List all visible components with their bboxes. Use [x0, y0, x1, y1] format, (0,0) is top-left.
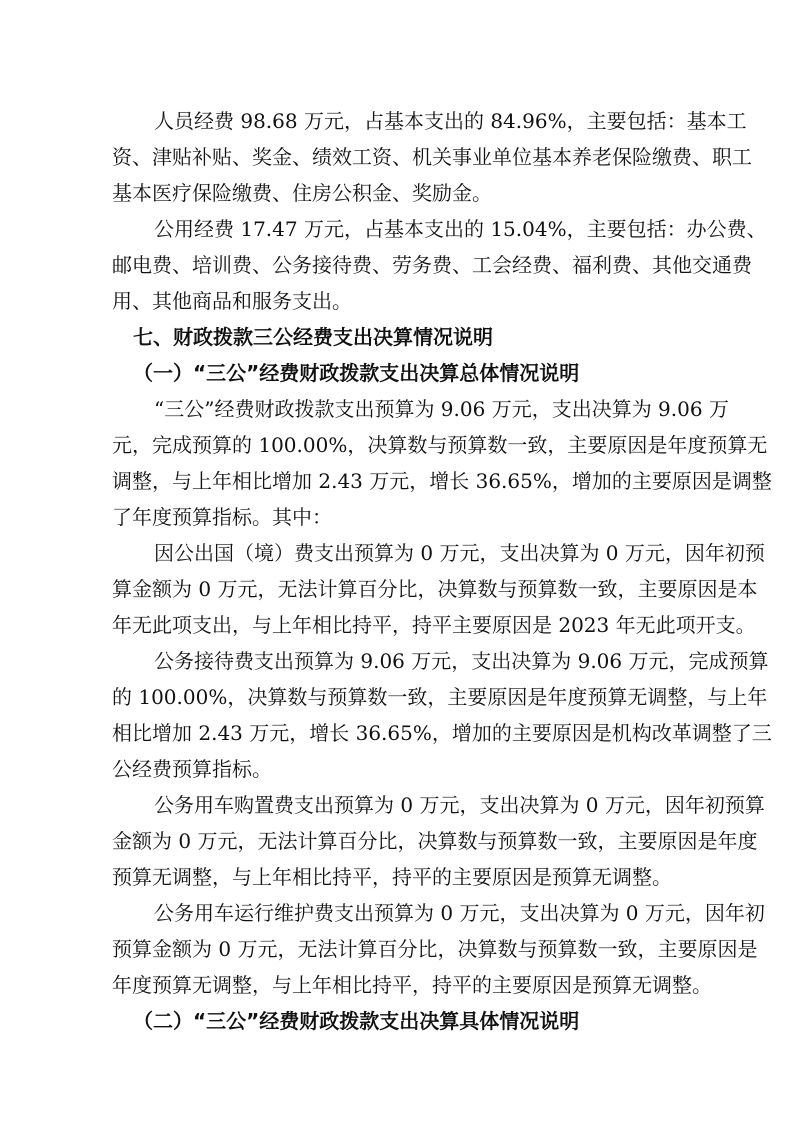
section-heading: （二）“三公”经费财政拨款支出决算具体情况说明	[133, 1009, 580, 1033]
paragraph	[112, 895, 765, 1003]
paragraph-line: 年无此项支出，与上年相比持平，持平主要原因是 2023 年无此项开支。	[112, 613, 756, 637]
paragraph-line: 相比增加 2.43 万元，增长 36.65%，增加的主要原因是机构改革调整了三	[112, 721, 772, 745]
paragraph-line: 金额为 0 万元，无法计算百分比，决算数与预算数一致，主要原因是年度	[112, 829, 758, 853]
paragraph-line: 算金额为 0 万元，无法计算百分比，决算数与预算数一致，主要原因是本	[112, 577, 758, 601]
paragraph-line: 公务用车运行维护费支出预算为 0 万元，支出决算为 0 万元，因年初	[154, 901, 765, 925]
paragraph-line: 公务用车购置费支出预算为 0 万元，支出决算为 0 万元，因年初预算	[154, 793, 765, 817]
paragraph-line: 公用经费 17.47 万元，占基本支出的 15.04%，主要包括：办公费、	[154, 217, 767, 241]
paragraph-line: 因公出国（境）费支出预算为 0 万元，支出决算为 0 万元，因年初预	[154, 541, 765, 565]
paragraph-line: 的 100.00%，决算数与预算数一致，主要原因是年度预算无调整，与上年	[112, 685, 768, 709]
paragraph-line: 年度预算无调整，与上年相比持平，持平的主要原因是预算无调整。	[112, 973, 712, 997]
paragraph	[112, 643, 772, 787]
paragraph-line: 邮电费、培训费、公务接待费、劳务费、工会经费、福利费、其他交通费	[112, 253, 752, 277]
document-body	[112, 103, 772, 1039]
section-heading: 七、财政拨款三公经费支出决算情况说明	[133, 325, 493, 349]
paragraph	[112, 103, 752, 211]
paragraph-line: 人员经费 98.68 万元，占基本支出的 84.96%，主要包括：基本工	[154, 109, 747, 133]
paragraph	[112, 391, 772, 535]
paragraph-line: 了年度预算指标。其中：	[112, 505, 332, 529]
paragraph-line: 公经费预算指标。	[112, 757, 272, 781]
paragraph-line: 调整，与上年相比增加 2.43 万元，增长 36.65%，增加的主要原因是调整	[112, 469, 772, 493]
section-heading: （一）“三公”经费财政拨款支出决算总体情况说明	[133, 361, 580, 385]
paragraph-line: 预算无调整，与上年相比持平，持平的主要原因是预算无调整。	[112, 865, 672, 889]
paragraph-line: 资、津贴补贴、奖金、绩效工资、机关事业单位基本养老保险缴费、职工	[112, 145, 752, 169]
paragraph-line: 公务接待费支出预算为 9.06 万元，支出决算为 9.06 万元，完成预算	[154, 649, 769, 673]
paragraph	[112, 211, 767, 319]
paragraph-line: 用、其他商品和服务支出。	[112, 289, 352, 313]
paragraph	[112, 787, 765, 895]
paragraph-line: “三公”经费财政拨款支出预算为 9.06 万元，支出决算为 9.06 万	[154, 397, 729, 421]
paragraph-line: 预算金额为 0 万元，无法计算百分比，决算数与预算数一致，主要原因是	[112, 937, 758, 961]
paragraph	[112, 535, 765, 643]
paragraph-line: 元，完成预算的 100.00%，决算数与预算数一致，主要原因是年度预算无	[112, 433, 768, 457]
paragraph-line: 基本医疗保险缴费、住房公积金、奖励金。	[112, 181, 492, 205]
